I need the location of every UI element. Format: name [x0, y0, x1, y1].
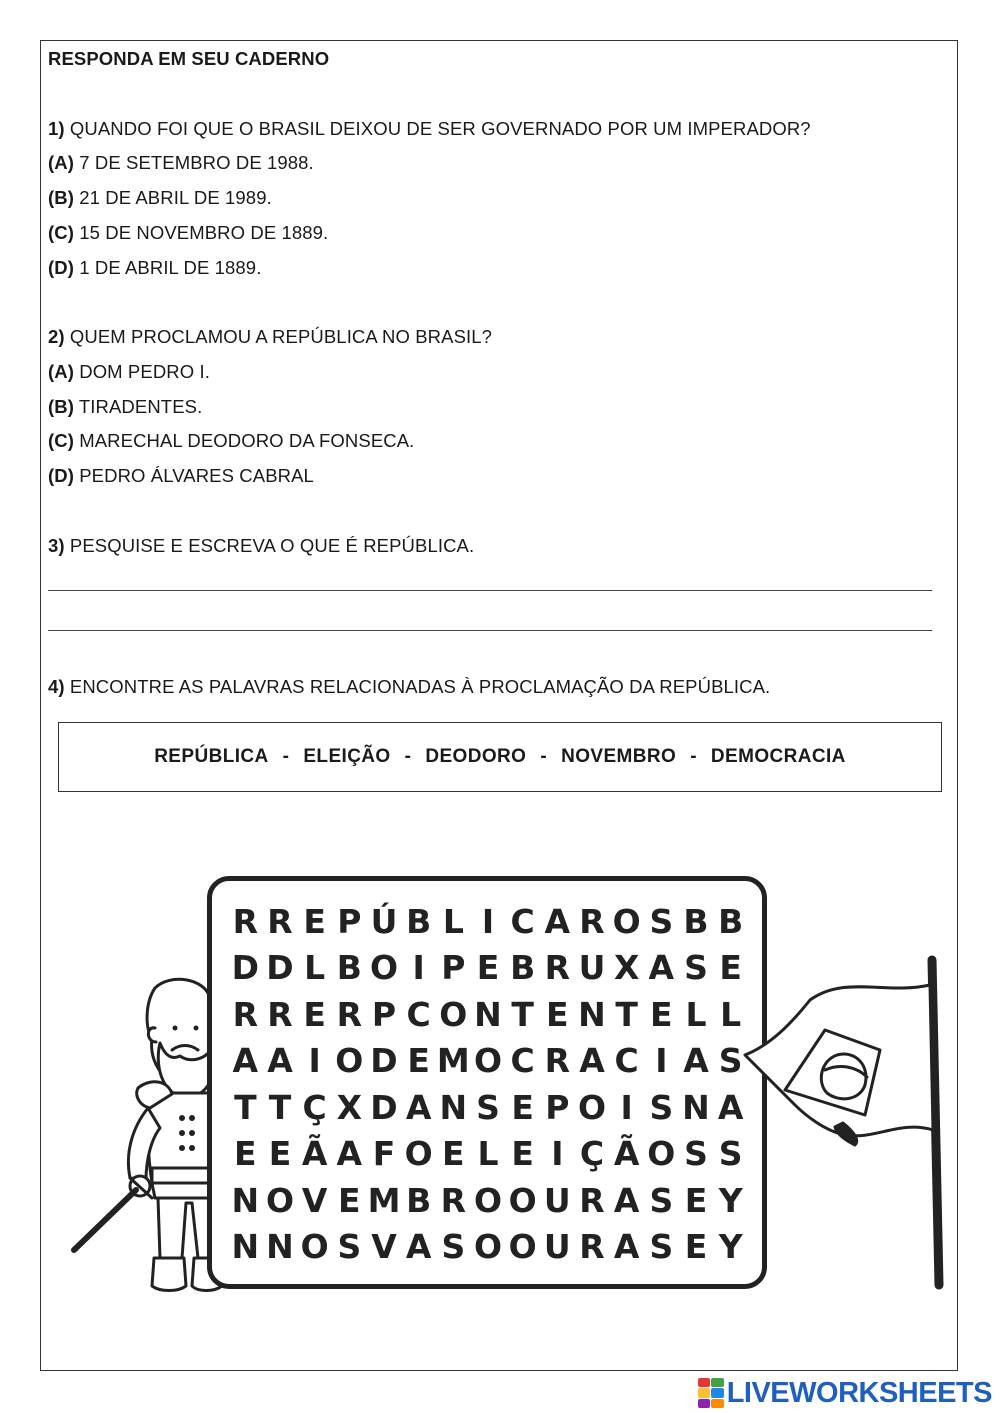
word-search-cell[interactable]: I — [655, 1041, 668, 1081]
option-letter: (D) — [48, 465, 74, 486]
word-search-cell[interactable]: T — [268, 1087, 292, 1127]
word-search-cell[interactable]: V — [371, 1227, 397, 1267]
option-letter: (C) — [48, 222, 74, 243]
word-search-cell[interactable]: R — [579, 1180, 605, 1220]
word-bank — [58, 722, 942, 792]
word-search-cell[interactable]: S — [441, 1227, 466, 1267]
word-search-cell[interactable]: M — [436, 1041, 470, 1081]
word-search-cell[interactable]: E — [650, 994, 673, 1034]
option-text: 7 DE SETEMBRO DE 1988. — [79, 152, 314, 173]
option-letter: (C) — [48, 430, 74, 451]
word-search-cell[interactable]: Y — [718, 1180, 743, 1220]
option-letter: (B) — [48, 187, 74, 208]
logo-badge-square — [698, 1378, 711, 1387]
word-search-cell[interactable]: Ç — [579, 1134, 605, 1174]
word-search-cell[interactable]: T — [615, 994, 638, 1034]
word-search-cell[interactable]: C — [510, 901, 535, 941]
logo-badge-square — [698, 1399, 711, 1408]
word-search-cell[interactable]: I — [308, 1041, 321, 1081]
word-search-grid[interactable] — [228, 898, 748, 1270]
word-search-cell[interactable]: O — [473, 1227, 503, 1267]
word-search-cell[interactable]: S — [684, 948, 708, 988]
q2-option-d[interactable] — [48, 465, 314, 487]
word-search-cell[interactable]: Ã — [301, 1134, 328, 1174]
word-search-cell[interactable]: E — [303, 994, 326, 1034]
word-search-cell[interactable]: O — [647, 1134, 676, 1174]
word-search-cell[interactable]: T — [234, 1087, 257, 1127]
word-search-cell[interactable]: A — [232, 1041, 259, 1081]
question-4-text: ENCONTRE AS PALAVRAS RELACIONADAS À PROCLAMAÇÃO DA REPÚBLICA. — [69, 676, 771, 697]
word-search-cell[interactable]: N — [474, 994, 502, 1034]
word-search-cell[interactable]: R — [232, 901, 259, 941]
word-search-cell[interactable]: E — [546, 994, 569, 1034]
option-text: DOM PEDRO I. — [79, 361, 210, 382]
word-bank-separator: - — [282, 746, 290, 767]
word-search-cell[interactable]: O — [577, 1087, 607, 1127]
word-search-cell[interactable]: D — [266, 948, 294, 988]
word-search-cell[interactable]: A — [717, 1087, 744, 1127]
word-search-cell[interactable]: I — [481, 901, 495, 941]
q1-option-c[interactable] — [48, 222, 328, 244]
word-search-cell[interactable]: A — [267, 1041, 293, 1081]
word-search-cell[interactable]: E — [338, 1180, 361, 1220]
word-search-cell[interactable]: S — [718, 1041, 743, 1081]
word-search-cell[interactable]: L — [442, 901, 464, 941]
word-search-cell[interactable]: L — [477, 1134, 499, 1174]
logo-badge-square — [711, 1378, 724, 1387]
question-4-number: 4) — [48, 676, 65, 697]
option-letter: (D) — [48, 257, 74, 278]
word-search-cell[interactable]: S — [649, 1227, 674, 1267]
option-text: 21 DE ABRIL DE 1989. — [79, 187, 272, 208]
question-4 — [48, 676, 770, 698]
word-search-cell[interactable]: N — [439, 1087, 468, 1127]
word-search-cell[interactable]: E — [268, 1134, 292, 1174]
brazil-flag-icon — [725, 955, 955, 1295]
word-search-cell[interactable]: D — [231, 948, 260, 988]
word-search-cell[interactable]: R — [544, 948, 571, 988]
word-search-cell[interactable]: E — [511, 1087, 534, 1127]
option-text: 15 DE NOVEMBRO DE 1889. — [79, 222, 329, 243]
word-search-cell[interactable]: S — [649, 1087, 674, 1127]
word-search-cell[interactable]: B — [718, 901, 744, 941]
word-search-cell[interactable]: E — [234, 1134, 257, 1174]
word-search-cell[interactable]: R — [579, 901, 605, 941]
word-search-cell[interactable]: Ã — [613, 1134, 640, 1174]
word-search-cell[interactable]: S — [337, 1227, 362, 1267]
word-search-cell[interactable]: A — [544, 901, 571, 941]
word-search-cell[interactable]: C — [510, 1041, 535, 1081]
word-search-cell[interactable]: A — [613, 1227, 640, 1267]
word-search-cell[interactable]: S — [718, 1134, 743, 1174]
word-search-cell[interactable]: L — [685, 994, 707, 1034]
logo-badge-square — [711, 1399, 724, 1408]
question-3 — [48, 535, 474, 557]
q2-option-b[interactable] — [48, 396, 202, 418]
question-1-number: 1) — [48, 118, 65, 139]
word-search-cell[interactable]: O — [265, 1180, 295, 1220]
question-2-text: QUEM PROCLAMOU A REPÚBLICA NO BRASIL? — [69, 326, 493, 347]
word-search-cell[interactable]: A — [579, 1041, 605, 1081]
logo-badge-square — [698, 1388, 711, 1397]
word-search-cell[interactable]: V — [301, 1180, 328, 1220]
word-search-cell[interactable]: O — [508, 1227, 537, 1267]
word-search-cell[interactable]: N — [266, 1227, 294, 1267]
word-search-cell[interactable]: C — [614, 1041, 639, 1081]
word-search-cell[interactable]: I — [551, 1134, 564, 1174]
q1-option-b[interactable] — [48, 187, 272, 209]
word-search-cell[interactable]: E — [303, 901, 326, 941]
word-search-cell[interactable]: N — [682, 1087, 710, 1127]
word-search-cell[interactable]: O — [612, 901, 641, 941]
answer-line-1[interactable] — [48, 590, 932, 591]
question-2 — [48, 326, 492, 348]
liveworksheets-logo[interactable] — [698, 1376, 992, 1410]
word-search-cell[interactable]: B — [406, 901, 432, 941]
word-search-cell[interactable]: P — [371, 994, 397, 1034]
word-search-cell[interactable]: B — [406, 1180, 432, 1220]
word-search-cell[interactable]: O — [439, 994, 468, 1034]
word-search-cell[interactable]: A — [613, 1180, 640, 1220]
word-search-cell[interactable]: X — [336, 1087, 363, 1127]
word-search-cell[interactable]: E — [511, 1134, 534, 1174]
option-letter: (A) — [48, 361, 74, 382]
word-search-cell[interactable]: Ú — [370, 901, 398, 941]
word-search-cell[interactable]: B — [336, 948, 362, 988]
q1-option-a[interactable] — [48, 152, 314, 174]
word-search-cell[interactable]: R — [544, 1041, 571, 1081]
word-bank-word: NOVEMBRO — [561, 746, 677, 767]
answer-line-2[interactable] — [48, 630, 932, 631]
word-search-cell[interactable]: I — [620, 1087, 633, 1127]
option-letter: (B) — [48, 396, 74, 417]
word-search-cell[interactable]: P — [545, 1087, 570, 1127]
word-search-cell[interactable]: Ç — [302, 1087, 327, 1127]
word-search-cell[interactable]: A — [336, 1134, 363, 1174]
word-search-cell[interactable]: E — [407, 1041, 430, 1081]
word-search-cell[interactable]: O — [508, 1180, 537, 1220]
word-search-cell[interactable]: O — [473, 1041, 503, 1081]
question-3-text: PESQUISE E ESCREVA O QUE É REPÚBLICA. — [69, 535, 475, 556]
word-search-cell[interactable]: O — [404, 1134, 433, 1174]
word-search-cell[interactable]: Y — [718, 1227, 743, 1267]
q1-option-d[interactable] — [48, 257, 261, 279]
word-search-cell[interactable]: N — [231, 1227, 260, 1267]
word-search-cell[interactable]: B — [683, 901, 709, 941]
question-2-number: 2) — [48, 326, 65, 347]
word-search-cell[interactable]: L — [720, 994, 742, 1034]
word-bank-separator: - — [540, 746, 548, 767]
word-bank-word: DEMOCRACIA — [710, 746, 846, 767]
word-search-cell[interactable]: N — [578, 994, 606, 1034]
option-text: 1 DE ABRIL DE 1889. — [79, 257, 262, 278]
word-search-cell[interactable]: D — [370, 1087, 398, 1127]
logo-text: LIVEWORKSHEETS — [726, 1376, 992, 1409]
option-text: PEDRO ÁLVARES CABRAL — [79, 465, 314, 486]
page-title: RESPONDA EM SEU CADERNO — [48, 48, 330, 69]
word-search-cell[interactable]: S — [684, 1134, 708, 1174]
word-search-cell[interactable]: D — [370, 1041, 398, 1081]
question-1-text: QUANDO FOI QUE O BRASIL DEIXOU DE SER GOVERNADO POR UM IMPERADOR? — [69, 118, 811, 139]
word-bank-word: REPÚBLICA — [154, 746, 269, 767]
q2-option-c[interactable] — [48, 430, 414, 452]
word-search-cell[interactable]: E — [719, 948, 742, 988]
word-search-cell[interactable]: I — [412, 948, 425, 988]
word-search-cell[interactable]: R — [579, 1227, 605, 1267]
word-search-cell[interactable]: A — [648, 948, 675, 988]
word-search-cell[interactable]: E — [442, 1134, 465, 1174]
question-3-number: 3) — [48, 535, 65, 556]
word-search-cell[interactable]: A — [683, 1041, 709, 1081]
word-search-cell[interactable]: N — [231, 1180, 260, 1220]
word-search-cell[interactable]: E — [684, 1180, 708, 1220]
word-search-cell[interactable]: O — [369, 948, 399, 988]
word-search-cell[interactable]: S — [649, 1180, 674, 1220]
word-search-cell[interactable]: E — [476, 948, 500, 988]
word-search-cell[interactable]: R — [267, 901, 293, 941]
option-letter: (A) — [48, 152, 74, 173]
word-search-cell[interactable]: U — [578, 948, 606, 988]
word-search-cell[interactable]: R — [440, 1180, 467, 1220]
word-search-cell[interactable]: O — [473, 1180, 503, 1220]
logo-badge-square — [711, 1388, 724, 1397]
option-text: TIRADENTES. — [78, 396, 203, 417]
word-search-cell[interactable]: L — [304, 948, 326, 988]
question-1 — [48, 118, 811, 140]
word-search-cell[interactable]: U — [543, 1227, 571, 1267]
word-search-cell[interactable]: A — [405, 1087, 432, 1127]
word-search-cell[interactable]: S — [649, 901, 674, 941]
word-bank-word: ELEIÇÃO — [303, 746, 391, 767]
word-search-cell[interactable]: P — [441, 948, 466, 988]
word-search-cell[interactable]: C — [406, 994, 431, 1034]
option-text: MARECHAL DEODORO DA FONSECA. — [79, 430, 415, 451]
q2-option-a[interactable] — [48, 361, 210, 383]
word-bank-separator: - — [404, 746, 412, 767]
word-search-cell[interactable]: S — [476, 1087, 500, 1127]
word-search-cell[interactable]: O — [300, 1227, 329, 1267]
word-bank-separator: - — [690, 746, 697, 767]
word-search-cell[interactable]: X — [613, 948, 640, 988]
word-search-cell[interactable]: F — [372, 1134, 396, 1174]
word-search-cell[interactable]: R — [336, 994, 363, 1034]
word-search-cell[interactable]: M — [367, 1180, 401, 1220]
logo-badge-icon — [698, 1378, 724, 1408]
word-search-cell[interactable]: R — [267, 994, 293, 1034]
word-search-cell[interactable]: P — [337, 901, 362, 941]
word-search-cell[interactable]: E — [684, 1227, 708, 1267]
word-search-cell[interactable]: A — [405, 1227, 432, 1267]
word-search-cell[interactable]: U — [543, 1180, 571, 1220]
word-search-cell[interactable]: B — [510, 948, 536, 988]
word-search-cell[interactable]: T — [511, 994, 534, 1034]
word-bank-word: DEODORO — [425, 746, 527, 767]
word-search-cell[interactable]: O — [335, 1041, 364, 1081]
word-search-cell[interactable]: R — [232, 994, 259, 1034]
